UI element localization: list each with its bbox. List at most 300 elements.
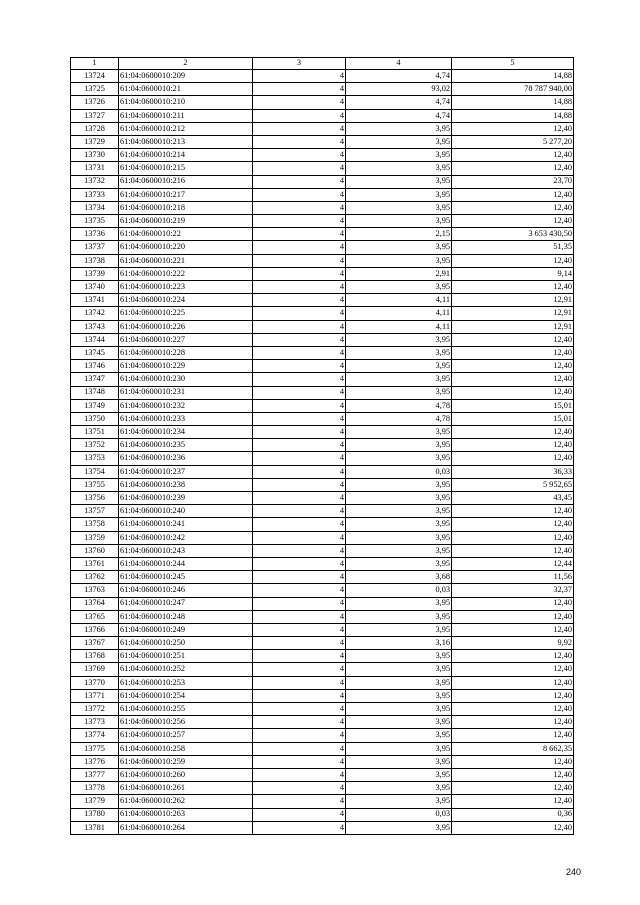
table-cell-col-1: 13773 [71, 716, 119, 729]
table-cell-col-4: 3,95 [346, 689, 452, 702]
table-cell-col-5: 12,40 [452, 518, 574, 531]
table-row [71, 307, 574, 320]
table-cell-col-2: 61:04:0600010:218 [119, 201, 253, 214]
table-cell-col-4: 3,95 [346, 188, 452, 201]
table-cell-col-1: 13776 [71, 755, 119, 768]
table-row [71, 663, 574, 676]
table-row [71, 729, 574, 742]
page-number: 240 [566, 867, 582, 877]
table-row [71, 70, 574, 83]
table-cell-col-3: 4 [253, 584, 346, 597]
table-row [71, 452, 574, 465]
table-cell-col-4: 3,95 [346, 492, 452, 505]
table-cell-col-1: 13763 [71, 584, 119, 597]
table-cell-col-2: 61:04:0600010:256 [119, 716, 253, 729]
table-cell-col-2: 61:04:0600010:240 [119, 505, 253, 518]
table-cell-col-3: 4 [253, 518, 346, 531]
table-cell-col-2: 61:04:0600010:264 [119, 821, 253, 834]
table-cell-col-4: 3,95 [346, 650, 452, 663]
table-cell-col-1: 13771 [71, 689, 119, 702]
table-cell-col-1: 13736 [71, 228, 119, 241]
table-cell-col-1: 13750 [71, 412, 119, 425]
table-cell-col-2: 61:04:0600010:222 [119, 267, 253, 280]
table-cell-col-1: 13761 [71, 557, 119, 570]
table-cell-col-5: 12,40 [452, 188, 574, 201]
table-cell-col-3: 4 [253, 281, 346, 294]
table-row [71, 531, 574, 544]
table-row [71, 650, 574, 663]
table-cell-col-2: 61:04:0600010:217 [119, 188, 253, 201]
table-cell-col-2: 61:04:0600010:211 [119, 109, 253, 122]
table-cell-col-5: 12,40 [452, 122, 574, 135]
table-row [71, 557, 574, 570]
table-cell-col-1: 13743 [71, 320, 119, 333]
table-cell-col-2: 61:04:0600010:224 [119, 294, 253, 307]
table-cell-col-1: 13765 [71, 610, 119, 623]
table-cell-col-2: 61:04:0600010:212 [119, 122, 253, 135]
table-cell-col-3: 4 [253, 294, 346, 307]
table-cell-col-1: 13772 [71, 703, 119, 716]
table-cell-col-1: 13746 [71, 360, 119, 373]
table-cell-col-2: 61:04:0600010:228 [119, 346, 253, 359]
table-row [71, 96, 574, 109]
table-cell-col-5: 14,88 [452, 96, 574, 109]
table-row [71, 386, 574, 399]
table-cell-col-2: 61:04:0600010:231 [119, 386, 253, 399]
table-cell-col-2: 61:04:0600010:252 [119, 663, 253, 676]
table-row [71, 267, 574, 280]
table-cell-col-3: 4 [253, 676, 346, 689]
table-cell-col-1: 13744 [71, 333, 119, 346]
table-cell-col-5: 12,40 [452, 544, 574, 557]
table-cell-col-3: 4 [253, 544, 346, 557]
table-cell-col-3: 4 [253, 716, 346, 729]
table-cell-col-3: 4 [253, 215, 346, 228]
table-cell-col-5: 9,92 [452, 637, 574, 650]
table-row [71, 768, 574, 781]
table-cell-col-4: 3,95 [346, 703, 452, 716]
table-row [71, 109, 574, 122]
table-cell-col-4: 3,95 [346, 663, 452, 676]
table-cell-col-1: 13774 [71, 729, 119, 742]
table-cell-col-4: 2,15 [346, 228, 452, 241]
table-cell-col-2: 61:04:0600010:248 [119, 610, 253, 623]
table-cell-col-5: 12,40 [452, 373, 574, 386]
table-cell-col-1: 13768 [71, 650, 119, 663]
table-cell-col-1: 13755 [71, 478, 119, 491]
table-cell-col-2: 61:04:0600010:213 [119, 135, 253, 148]
table-cell-col-3: 4 [253, 373, 346, 386]
table-cell-col-1: 13757 [71, 505, 119, 518]
table-cell-col-5: 12,40 [452, 795, 574, 808]
table-cell-col-3: 4 [253, 439, 346, 452]
table-cell-col-5: 12,40 [452, 281, 574, 294]
table-cell-col-2: 61:04:0600010:255 [119, 703, 253, 716]
column-header-1: 1 [71, 58, 119, 70]
table-cell-col-2: 61:04:0600010:235 [119, 439, 253, 452]
table-cell-col-3: 4 [253, 426, 346, 439]
table-cell-col-5: 11,56 [452, 571, 574, 584]
table-cell-col-4: 0,03 [346, 808, 452, 821]
table-cell-col-2: 61:04:0600010:237 [119, 465, 253, 478]
table-cell-col-5: 12,40 [452, 716, 574, 729]
table-cell-col-3: 4 [253, 703, 346, 716]
table-cell-col-1: 13764 [71, 597, 119, 610]
table-cell-col-3: 4 [253, 135, 346, 148]
table-cell-col-4: 3,95 [346, 795, 452, 808]
table-cell-col-3: 4 [253, 307, 346, 320]
table-cell-col-5: 12,40 [452, 650, 574, 663]
table-cell-col-4: 4,78 [346, 399, 452, 412]
table-cell-col-5: 12,40 [452, 452, 574, 465]
table-cell-col-1: 13729 [71, 135, 119, 148]
table-row [71, 689, 574, 702]
table-cell-col-1: 13727 [71, 109, 119, 122]
table-cell-col-3: 4 [253, 478, 346, 491]
table-header-row [71, 58, 574, 70]
table-cell-col-2: 61:04:0600010:233 [119, 412, 253, 425]
table-cell-col-2: 61:04:0600010:220 [119, 241, 253, 254]
table-row [71, 360, 574, 373]
table-cell-col-4: 3,95 [346, 175, 452, 188]
table-cell-col-3: 4 [253, 650, 346, 663]
table-cell-col-4: 3,95 [346, 782, 452, 795]
table-cell-col-5: 12,40 [452, 162, 574, 175]
table-cell-col-3: 4 [253, 70, 346, 83]
table-cell-col-2: 61:04:0600010:260 [119, 768, 253, 781]
table-cell-col-5: 12,40 [452, 215, 574, 228]
table-cell-col-1: 13769 [71, 663, 119, 676]
table-cell-col-4: 3,95 [346, 201, 452, 214]
table-cell-col-2: 61:04:0600010:22 [119, 228, 253, 241]
table-cell-col-3: 4 [253, 254, 346, 267]
table-cell-col-5: 12,40 [452, 729, 574, 742]
table-body [71, 70, 574, 835]
table-cell-col-1: 13778 [71, 782, 119, 795]
table-cell-col-2: 61:04:0600010:215 [119, 162, 253, 175]
table-cell-col-5: 12,91 [452, 320, 574, 333]
table-cell-col-3: 4 [253, 241, 346, 254]
table-cell-col-1: 13749 [71, 399, 119, 412]
table-cell-col-3: 4 [253, 346, 346, 359]
table-cell-col-3: 4 [253, 531, 346, 544]
table-cell-col-4: 3,95 [346, 254, 452, 267]
table-cell-col-5: 12,40 [452, 689, 574, 702]
table-cell-col-4: 3,95 [346, 346, 452, 359]
table-cell-col-3: 4 [253, 201, 346, 214]
table-cell-col-2: 61:04:0600010:223 [119, 281, 253, 294]
table-cell-col-4: 3,95 [346, 149, 452, 162]
table-cell-col-2: 61:04:0600010:229 [119, 360, 253, 373]
table-cell-col-2: 61:04:0600010:236 [119, 452, 253, 465]
table-cell-col-5: 12,40 [452, 782, 574, 795]
table-cell-col-2: 61:04:0600010:227 [119, 333, 253, 346]
table-cell-col-1: 13731 [71, 162, 119, 175]
table-cell-col-2: 61:04:0600010:245 [119, 571, 253, 584]
table-cell-col-5: 5 952,65 [452, 478, 574, 491]
table-cell-col-5: 14,88 [452, 109, 574, 122]
table-cell-col-5: 12,40 [452, 531, 574, 544]
table-cell-col-1: 13780 [71, 808, 119, 821]
table-cell-col-2: 61:04:0600010:232 [119, 399, 253, 412]
table-cell-col-2: 61:04:0600010:258 [119, 742, 253, 755]
table-cell-col-2: 61:04:0600010:243 [119, 544, 253, 557]
column-header-2: 2 [119, 58, 253, 70]
table-cell-col-4: 4,74 [346, 109, 452, 122]
table-cell-col-3: 4 [253, 109, 346, 122]
table-cell-col-3: 4 [253, 742, 346, 755]
table-cell-col-3: 4 [253, 795, 346, 808]
table-cell-col-4: 3,95 [346, 755, 452, 768]
table-cell-col-5: 12,40 [452, 333, 574, 346]
table-row [71, 584, 574, 597]
table-cell-col-2: 61:04:0600010:238 [119, 478, 253, 491]
table-cell-col-2: 61:04:0600010:234 [119, 426, 253, 439]
table-cell-col-3: 4 [253, 188, 346, 201]
table-cell-col-2: 61:04:0600010:221 [119, 254, 253, 267]
table-cell-col-2: 61:04:0600010:249 [119, 623, 253, 636]
table-cell-col-2: 61:04:0600010:209 [119, 70, 253, 83]
table-row [71, 294, 574, 307]
table-cell-col-4: 0,03 [346, 584, 452, 597]
table-cell-col-3: 4 [253, 755, 346, 768]
table-cell-col-1: 13753 [71, 452, 119, 465]
table-row [71, 478, 574, 491]
table-row [71, 676, 574, 689]
table-row [71, 623, 574, 636]
table-cell-col-5: 5 277,20 [452, 135, 574, 148]
column-header-5: 5 [452, 58, 574, 70]
table-row [71, 808, 574, 821]
table-cell-col-2: 61:04:0600010:247 [119, 597, 253, 610]
table-cell-col-5: 12,40 [452, 426, 574, 439]
table-cell-col-1: 13754 [71, 465, 119, 478]
table-row [71, 254, 574, 267]
table-cell-col-5: 12,40 [452, 597, 574, 610]
table-cell-col-1: 13732 [71, 175, 119, 188]
table-cell-col-2: 61:04:0600010:230 [119, 373, 253, 386]
table-cell-col-5: 12,44 [452, 557, 574, 570]
table-row [71, 281, 574, 294]
table-cell-col-2: 61:04:0600010:254 [119, 689, 253, 702]
table-row [71, 83, 574, 96]
table-cell-col-2: 61:04:0600010:263 [119, 808, 253, 821]
table-row [71, 201, 574, 214]
table-cell-col-2: 61:04:0600010:241 [119, 518, 253, 531]
table-cell-col-4: 3,95 [346, 162, 452, 175]
table-cell-col-3: 4 [253, 571, 346, 584]
table-cell-col-3: 4 [253, 360, 346, 373]
table-cell-col-4: 3,95 [346, 360, 452, 373]
table-row [71, 518, 574, 531]
table-cell-col-4: 3,95 [346, 215, 452, 228]
table-cell-col-5: 12,40 [452, 505, 574, 518]
table-cell-col-3: 4 [253, 267, 346, 280]
table-cell-col-1: 13752 [71, 439, 119, 452]
table-cell-col-2: 61:04:0600010:246 [119, 584, 253, 597]
table-cell-col-5: 12,40 [452, 386, 574, 399]
table-cell-col-4: 3,95 [346, 768, 452, 781]
table-cell-col-5: 12,40 [452, 703, 574, 716]
table-cell-col-1: 13767 [71, 637, 119, 650]
table-cell-col-5: 12,40 [452, 755, 574, 768]
table-cell-col-1: 13728 [71, 122, 119, 135]
table-cell-col-1: 13751 [71, 426, 119, 439]
table-row [71, 571, 574, 584]
table-cell-col-5: 12,91 [452, 307, 574, 320]
table-cell-col-2: 61:04:0600010:262 [119, 795, 253, 808]
table-cell-col-1: 13725 [71, 83, 119, 96]
table-cell-col-4: 4,11 [346, 320, 452, 333]
table-cell-col-1: 13756 [71, 492, 119, 505]
table-cell-col-4: 4,11 [346, 307, 452, 320]
table-cell-col-5: 12,40 [452, 149, 574, 162]
table-cell-col-2: 61:04:0600010:225 [119, 307, 253, 320]
table-cell-col-5: 12,40 [452, 768, 574, 781]
table-cell-col-5: 12,40 [452, 346, 574, 359]
table-row [71, 215, 574, 228]
table-cell-col-4: 3,95 [346, 505, 452, 518]
table-cell-col-4: 3,95 [346, 386, 452, 399]
table-cell-col-1: 13766 [71, 623, 119, 636]
table-cell-col-2: 61:04:0600010:210 [119, 96, 253, 109]
table-row [71, 465, 574, 478]
table-cell-col-4: 3,95 [346, 241, 452, 254]
table-cell-col-1: 13726 [71, 96, 119, 109]
table-cell-col-5: 78 787 940,00 [452, 83, 574, 96]
table-row [71, 716, 574, 729]
table-row [71, 175, 574, 188]
table-cell-col-1: 13775 [71, 742, 119, 755]
table-cell-col-5: 3 653 430,50 [452, 228, 574, 241]
table-cell-col-2: 61:04:0600010:244 [119, 557, 253, 570]
table-cell-col-1: 13745 [71, 346, 119, 359]
table-cell-col-1: 13747 [71, 373, 119, 386]
table-cell-col-3: 4 [253, 782, 346, 795]
table-row [71, 782, 574, 795]
table-cell-col-4: 3,68 [346, 571, 452, 584]
table-row [71, 412, 574, 425]
table-row [71, 742, 574, 755]
table-cell-col-4: 3,95 [346, 557, 452, 570]
table-cell-col-5: 15,01 [452, 399, 574, 412]
table-cell-col-2: 61:04:0600010:259 [119, 755, 253, 768]
table-cell-col-3: 4 [253, 505, 346, 518]
table-cell-col-4: 4,74 [346, 96, 452, 109]
table-cell-col-5: 32,37 [452, 584, 574, 597]
table-cell-col-5: 36,33 [452, 465, 574, 478]
table-cell-col-5: 51,35 [452, 241, 574, 254]
table-cell-col-3: 4 [253, 333, 346, 346]
table-cell-col-2: 61:04:0600010:214 [119, 149, 253, 162]
table-cell-col-3: 4 [253, 663, 346, 676]
table-cell-col-4: 3,95 [346, 373, 452, 386]
table-cell-col-5: 14,88 [452, 70, 574, 83]
table-row [71, 162, 574, 175]
table-row [71, 703, 574, 716]
table-cell-col-2: 61:04:0600010:257 [119, 729, 253, 742]
data-table [70, 57, 574, 835]
table-cell-col-4: 3,95 [346, 610, 452, 623]
table-row [71, 544, 574, 557]
table-row [71, 149, 574, 162]
table-cell-col-4: 93,02 [346, 83, 452, 96]
table-cell-col-4: 0,03 [346, 465, 452, 478]
table-cell-col-1: 13734 [71, 201, 119, 214]
table-cell-col-5: 23,70 [452, 175, 574, 188]
table-cell-col-1: 13770 [71, 676, 119, 689]
table-cell-col-3: 4 [253, 808, 346, 821]
table-cell-col-1: 13733 [71, 188, 119, 201]
table-cell-col-3: 4 [253, 465, 346, 478]
table-cell-col-3: 4 [253, 821, 346, 834]
table-cell-col-5: 12,40 [452, 201, 574, 214]
table-cell-col-4: 3,16 [346, 637, 452, 650]
table-row [71, 637, 574, 650]
table-cell-col-4: 4,11 [346, 294, 452, 307]
table-cell-col-4: 3,95 [346, 135, 452, 148]
table-row [71, 597, 574, 610]
table-cell-col-4: 3,95 [346, 531, 452, 544]
table-cell-col-4: 4,78 [346, 412, 452, 425]
table-cell-col-4: 3,95 [346, 333, 452, 346]
table-cell-col-1: 13748 [71, 386, 119, 399]
table-cell-col-1: 13779 [71, 795, 119, 808]
table-cell-col-1: 13777 [71, 768, 119, 781]
table-row [71, 821, 574, 834]
table-cell-col-4: 3,95 [346, 676, 452, 689]
table-cell-col-1: 13762 [71, 571, 119, 584]
table-cell-col-3: 4 [253, 452, 346, 465]
table-cell-col-1: 13742 [71, 307, 119, 320]
table-cell-col-5: 12,40 [452, 663, 574, 676]
table-cell-col-5: 8 662,35 [452, 742, 574, 755]
table-cell-col-4: 3,95 [346, 426, 452, 439]
table-cell-col-1: 13735 [71, 215, 119, 228]
table-row [71, 399, 574, 412]
table-cell-col-3: 4 [253, 412, 346, 425]
table-cell-col-4: 3,95 [346, 821, 452, 834]
table-cell-col-5: 0,36 [452, 808, 574, 821]
table-cell-col-4: 3,95 [346, 544, 452, 557]
table-cell-col-3: 4 [253, 492, 346, 505]
table-cell-col-2: 61:04:0600010:261 [119, 782, 253, 795]
table-cell-col-1: 13760 [71, 544, 119, 557]
table-cell-col-2: 61:04:0600010:239 [119, 492, 253, 505]
table-row [71, 320, 574, 333]
table-cell-col-1: 13741 [71, 294, 119, 307]
table-cell-col-5: 12,40 [452, 821, 574, 834]
table-cell-col-4: 3,95 [346, 518, 452, 531]
table-cell-col-5: 12,40 [452, 610, 574, 623]
table-cell-col-2: 61:04:0600010:219 [119, 215, 253, 228]
table-cell-col-3: 4 [253, 228, 346, 241]
table-cell-col-2: 61:04:0600010:251 [119, 650, 253, 663]
table-cell-col-3: 4 [253, 386, 346, 399]
table-cell-col-5: 12,40 [452, 623, 574, 636]
table-cell-col-1: 13724 [71, 70, 119, 83]
table-row [71, 755, 574, 768]
table-cell-col-5: 12,40 [452, 676, 574, 689]
table-cell-col-2: 61:04:0600010:242 [119, 531, 253, 544]
table-row [71, 505, 574, 518]
table-cell-col-4: 4,74 [346, 70, 452, 83]
table-cell-col-3: 4 [253, 597, 346, 610]
table-cell-col-4: 3,95 [346, 742, 452, 755]
table-cell-col-3: 4 [253, 610, 346, 623]
column-header-3: 3 [253, 58, 346, 70]
table-row [71, 346, 574, 359]
